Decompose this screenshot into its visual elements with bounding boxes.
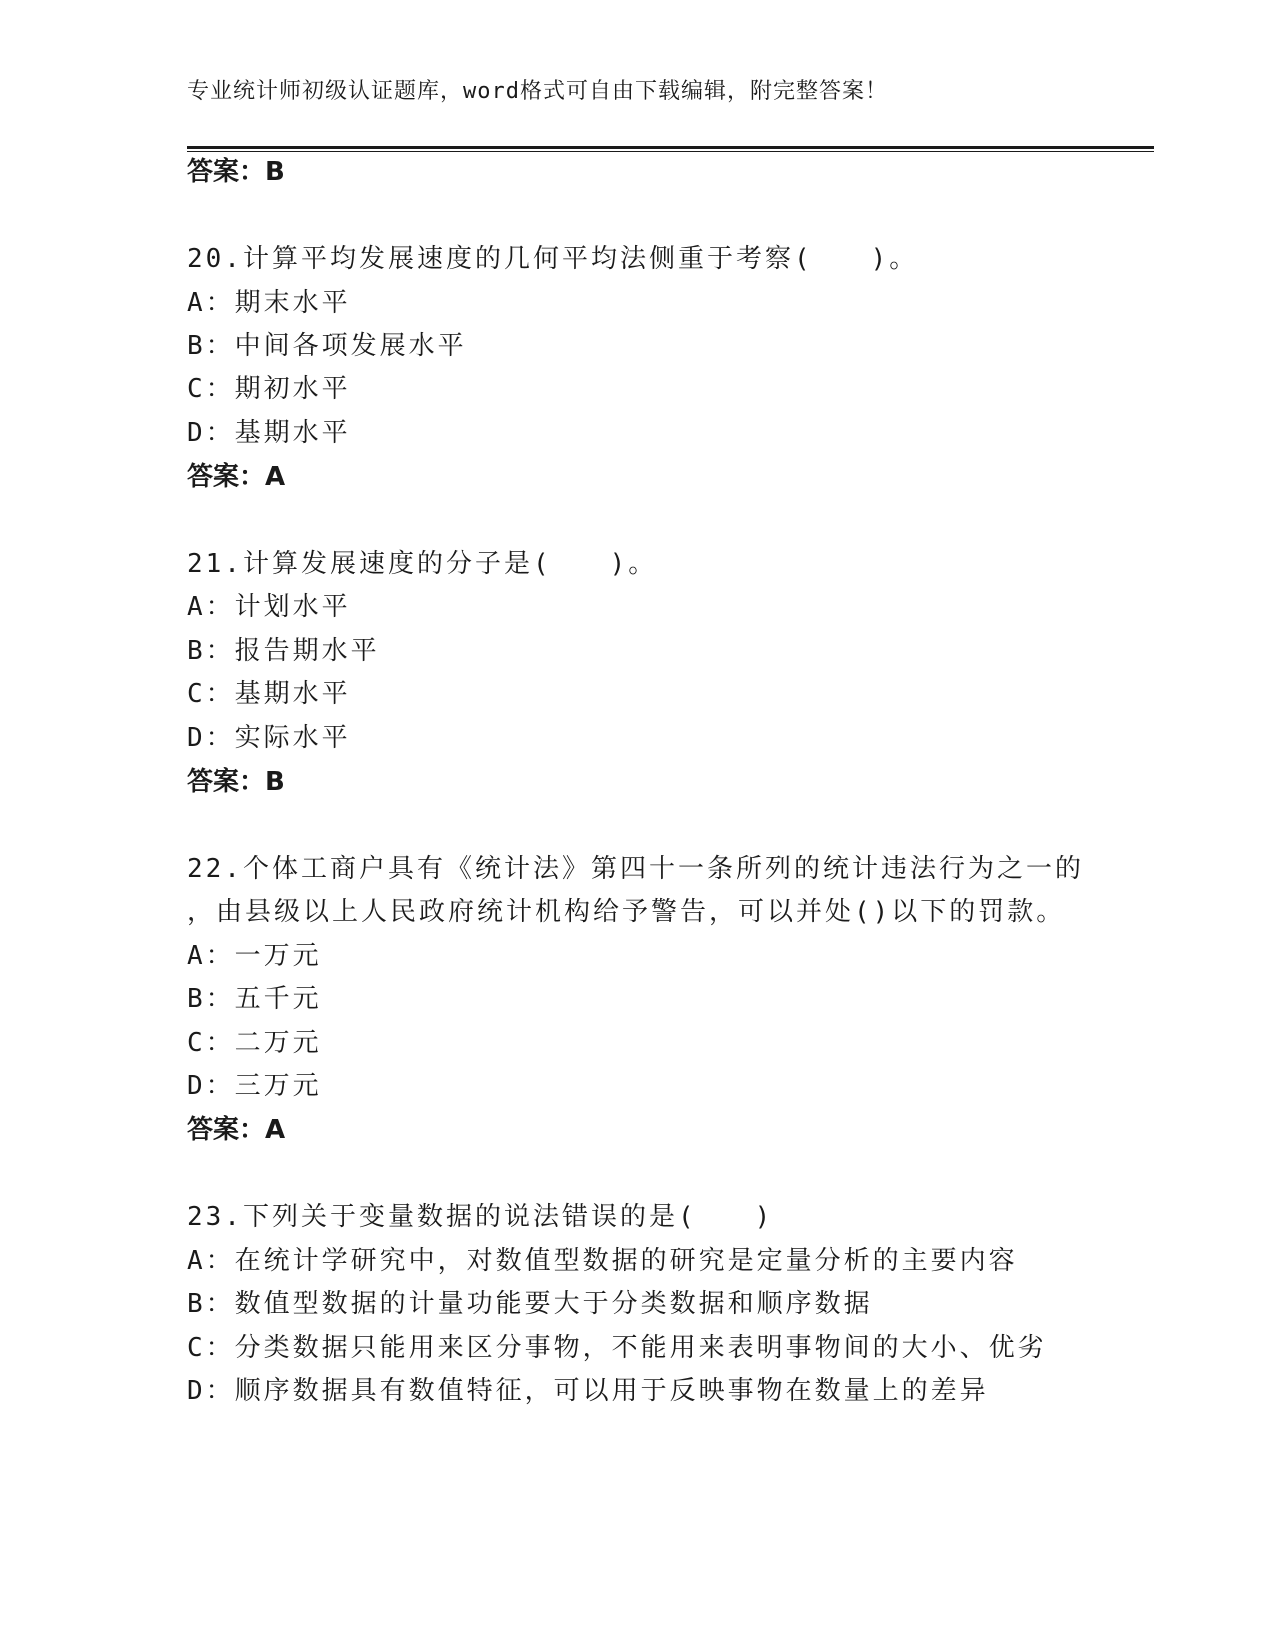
q23-option-b: B：数值型数据的计量功能要大于分类数据和顺序数据 — [187, 1289, 873, 1319]
q20-option-d: D：基期水平 — [187, 418, 351, 448]
q22-answer: 答案：A — [187, 1115, 286, 1145]
q23-option-d: D：顺序数据具有数值特征，可以用于反映事物在数量上的差异 — [187, 1376, 989, 1406]
page-header: 专业统计师初级认证题库，word格式可自由下载编辑，附完整答案！ — [187, 79, 888, 104]
q20-option-b: B：中间各项发展水平 — [187, 331, 467, 361]
q23-stem: 23.下列关于变量数据的说法错误的是( ) — [187, 1202, 774, 1232]
prev-answer: 答案：B — [187, 157, 285, 187]
q22-option-a: A：一万元 — [187, 941, 322, 971]
q23-option-a: A：在统计学研究中，对数值型数据的研究是定量分析的主要内容 — [187, 1246, 1018, 1276]
q21-option-c: C：基期水平 — [187, 679, 351, 709]
q20-stem: 20.计算平均发展速度的几何平均法侧重于考察( )。 — [187, 244, 919, 274]
q22-option-c: C：二万元 — [187, 1028, 322, 1058]
header-rule-thin — [187, 151, 1154, 152]
q21-option-b: B：报告期水平 — [187, 636, 380, 666]
q23-option-c: C：分类数据只能用来区分事物，不能用来表明事物间的大小、优劣 — [187, 1333, 1047, 1363]
q22-option-d: D：三万元 — [187, 1071, 322, 1101]
q21-answer: 答案：B — [187, 767, 285, 797]
q21-option-d: D：实际水平 — [187, 723, 351, 753]
q21-option-a: A：计划水平 — [187, 592, 351, 622]
q20-answer: 答案：A — [187, 462, 286, 492]
q22-option-b: B：五千元 — [187, 984, 322, 1014]
q20-option-a: A：期末水平 — [187, 288, 351, 318]
q21-stem: 21.计算发展速度的分子是( )。 — [187, 549, 658, 579]
q22-stem-line2: ，由县级以上人民政府统计机构给予警告，可以并处()以下的罚款。 — [187, 897, 1066, 927]
q20-option-c: C：期初水平 — [187, 374, 351, 404]
header-rule-thick — [187, 146, 1154, 149]
q22-stem-line1: 22.个体工商户具有《统计法》第四十一条所列的统计违法行为之一的 — [187, 854, 1084, 884]
